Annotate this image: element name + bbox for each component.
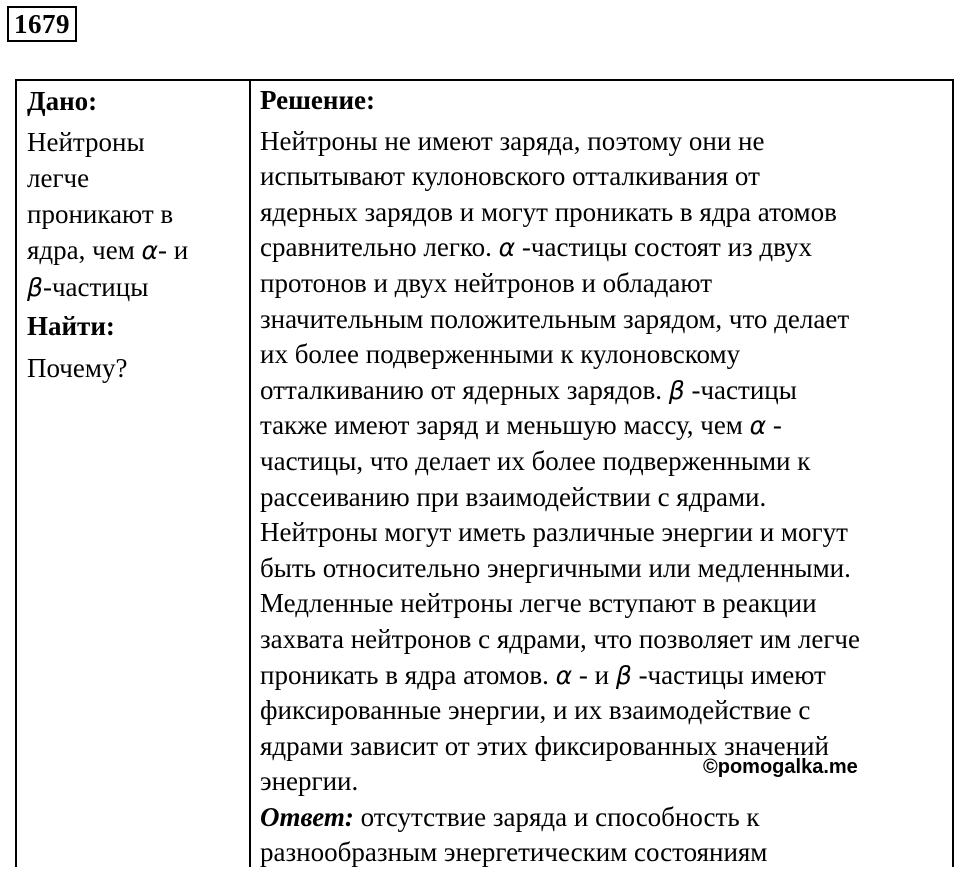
solution-heading: Решение: (260, 85, 375, 115)
solution-line: частицы, что делает их более подверженными к (260, 445, 811, 476)
find-heading: Найти: (27, 311, 115, 341)
given-line-4 (27, 232, 242, 269)
solution-line: их более подверженными к кулоновскому (260, 339, 741, 370)
solution-fragment: -частицы (684, 374, 797, 405)
task-table (15, 79, 954, 867)
answer-line (260, 800, 950, 836)
solution-line: значительным положительным зарядом, что делает (260, 303, 850, 334)
given-line-3: проникают в (27, 199, 174, 229)
solution-line: ядерных зарядов и могут проникать в ядра атомов (260, 196, 837, 227)
given-text-fragment: -частицы (42, 272, 149, 302)
solution-fragment: - и (572, 659, 616, 690)
solution-line: протонов и двух нейтронов и обладают (260, 267, 713, 298)
solution-line: фиксированные энергии, и их взаимодействие с (260, 695, 811, 726)
beta-symbol: β (27, 273, 43, 302)
solution-line: испытывают кулоновского отталкивания от (260, 161, 760, 192)
solution-line: быть относительно энергичными или медленными. (260, 552, 851, 583)
find-question: Почему? (27, 353, 128, 383)
solution-line (260, 373, 950, 409)
solution-fragment: -частицы состоят из двух (515, 232, 812, 263)
given-line-2: легче (27, 163, 90, 193)
answer-label: Ответ: (260, 801, 354, 832)
solution-line: рассеиванию при взаимодействии с ядрами. (260, 481, 767, 512)
given-line-1: Нейтроны (27, 127, 145, 157)
column-divider (249, 81, 251, 867)
solution-line: захвата нейтронов с ядрами, что позволяет им легче (260, 623, 860, 654)
solution-line: энергии. (260, 766, 359, 797)
beta-symbol: β (615, 660, 632, 690)
solution-line (260, 230, 950, 266)
problem-number: 1679 (7, 6, 77, 42)
solution-line: ядрами зависит от этих фиксированных значений (260, 730, 829, 761)
answer-line: разнообразным энергетическим состояниям (260, 837, 768, 868)
given-text (27, 124, 242, 306)
alpha-symbol: α (749, 411, 767, 441)
solution-line (260, 658, 950, 694)
alpha-symbol: α (498, 233, 516, 263)
solution-fragment: отталкиванию от ядерных зарядов. (260, 374, 669, 405)
solution-fragment: также имеют заряд и меньшую массу, чем (260, 410, 750, 441)
solution-fragment: - (766, 410, 782, 441)
given-text-fragment: - и (158, 235, 189, 265)
solution-line (260, 408, 950, 444)
solution-fragment: -частицы имеют (631, 659, 826, 690)
watermark: ©pomogalka.me (703, 756, 858, 778)
solution-line: Нейтроны не имеют заряда, поэтому они не (260, 125, 765, 156)
given-column (27, 83, 242, 386)
solution-line: Медленные нейтроны легче вступают в реакции (260, 588, 817, 619)
alpha-symbol: α (141, 236, 159, 265)
alpha-symbol: α (555, 660, 573, 690)
solution-fragment: сравнительно легко. (260, 232, 499, 263)
given-heading: Дано: (27, 86, 98, 116)
solution-column (260, 83, 950, 871)
given-text-fragment: ядра, чем (27, 235, 142, 265)
solution-fragment: проникать в ядра атомов. (260, 659, 556, 690)
answer-text: отсутствие заряда и способность к (353, 801, 760, 832)
solution-line: Нейтроны могут иметь различные энергии и могут (260, 517, 848, 548)
given-line-5 (27, 269, 242, 306)
beta-symbol: β (668, 375, 685, 405)
